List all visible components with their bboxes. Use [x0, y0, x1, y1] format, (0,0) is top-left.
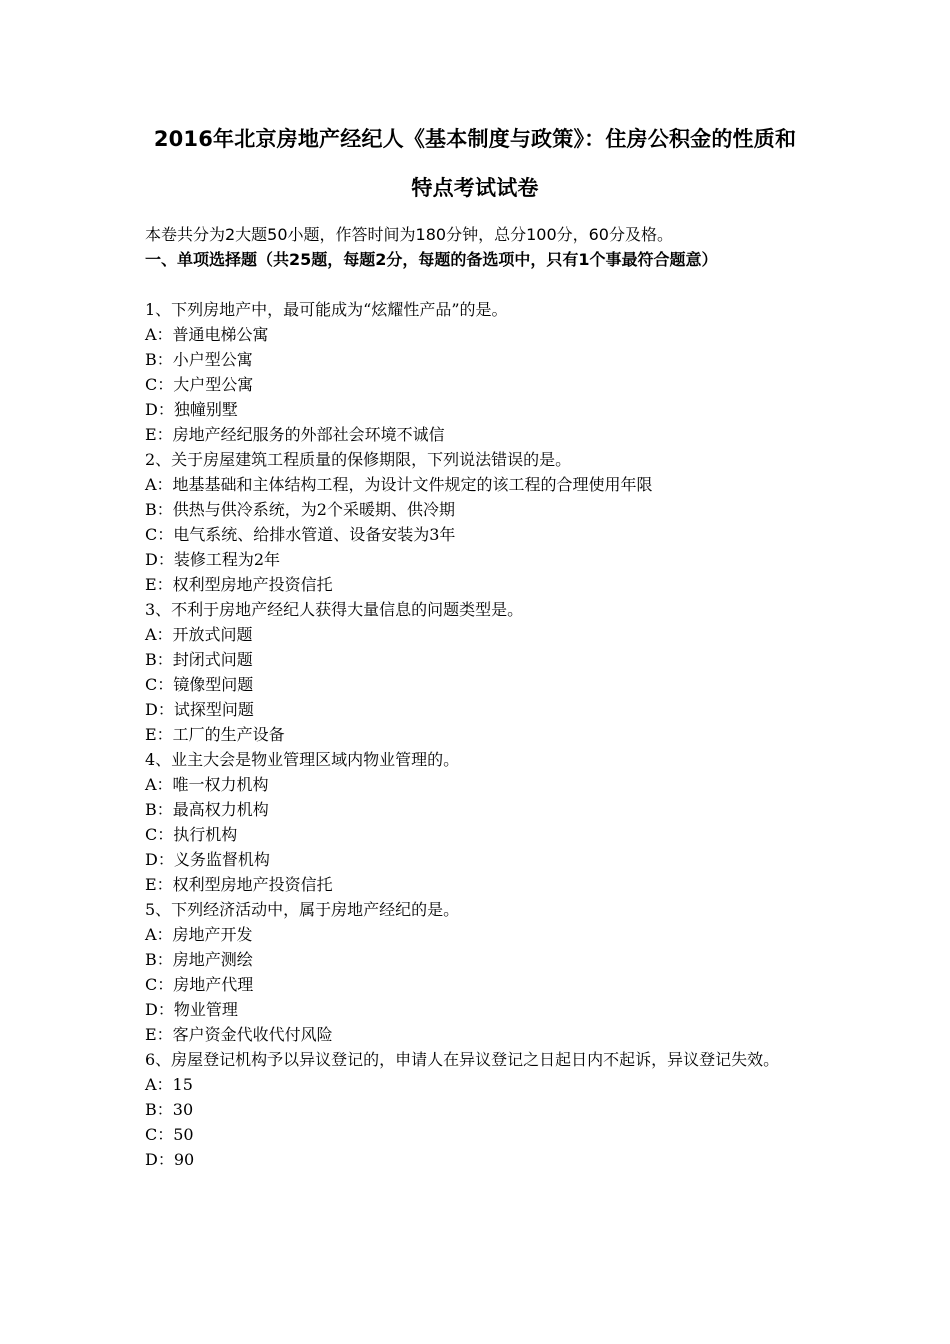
answer-option: D：义务监督机构: [145, 850, 270, 869]
question-stem: 2、关于房屋建筑工程质量的保修期限，下列说法错误的是。: [145, 450, 572, 469]
answer-option: E：权利型房地产投资信托: [145, 875, 333, 894]
answer-option: E：权利型房地产投资信托: [145, 575, 333, 594]
answer-option: C：电气系统、给排水管道、设备安装为3年: [145, 525, 456, 544]
document-title-line-2: 特点考试试卷: [411, 176, 539, 200]
answer-option: A：地基基础和主体结构工程，为设计文件规定的该工程的合理使用年限: [145, 475, 653, 494]
question: [145, 897, 815, 1047]
answer-option: E：房地产经纪服务的外部社会环境不诚信: [145, 425, 445, 444]
question-stem: 1、下列房地产中，最可能成为“炫耀性产品”的是。: [145, 300, 508, 319]
answer-option: C：房地产代理: [145, 975, 254, 994]
answer-option: B：30: [145, 1100, 194, 1119]
answer-option: E：客户资金代收代付风险: [145, 1025, 333, 1044]
answer-option: B：小户型公寓: [145, 350, 253, 369]
exam-intro: 本卷共分为2大题50小题，作答时间为180分钟，总分100分，60分及格。: [145, 225, 673, 244]
answer-option: A：15: [145, 1075, 193, 1094]
answer-option: B：封闭式问题: [145, 650, 253, 669]
answer-option: B：供热与供冷系统，为2个采暖期、供冷期: [145, 500, 455, 519]
question: [145, 1047, 815, 1172]
answer-option: D：装修工程为2年: [145, 550, 281, 569]
question-stem: 3、不利于房地产经纪人获得大量信息的问题类型是。: [145, 600, 524, 619]
answer-option: B：房地产测绘: [145, 950, 253, 969]
document-title-line-1: 2016年北京房地产经纪人《基本制度与政策》：住房公积金的性质和: [153, 127, 797, 151]
answer-option: D：物业管理: [145, 1000, 238, 1019]
answer-option: C：执行机构: [145, 825, 238, 844]
question: [145, 447, 815, 597]
answer-option: D：独幢别墅: [145, 400, 238, 419]
answer-option: B：最高权力机构: [145, 800, 269, 819]
answer-option: D：90: [145, 1150, 195, 1169]
question-list: [145, 297, 815, 1172]
answer-option: A：房地产开发: [145, 925, 253, 944]
answer-option: C：大户型公寓: [145, 375, 254, 394]
question: [145, 747, 815, 897]
answer-option: C：50: [145, 1125, 194, 1144]
answer-option: A：普通电梯公寓: [145, 325, 269, 344]
answer-option: A：开放式问题: [145, 625, 253, 644]
question: [145, 297, 815, 447]
question-stem: 4、业主大会是物业管理区域内物业管理的。: [145, 750, 460, 769]
section-heading: 一、单项选择题（共25题，每题2分，每题的备选项中，只有1个事最符合题意）: [145, 250, 718, 269]
answer-option: D：试探型问题: [145, 700, 254, 719]
answer-option: C：镜像型问题: [145, 675, 254, 694]
answer-option: E：工厂的生产设备: [145, 725, 285, 744]
answer-option: A：唯一权力机构: [145, 775, 269, 794]
question-stem: 6、房屋登记机构予以异议登记的，申请人在异议登记之日起日内不起诉，异议登记失效。: [145, 1050, 780, 1069]
question-stem: 5、下列经济活动中，属于房地产经纪的是。: [145, 900, 460, 919]
question: [145, 597, 815, 747]
